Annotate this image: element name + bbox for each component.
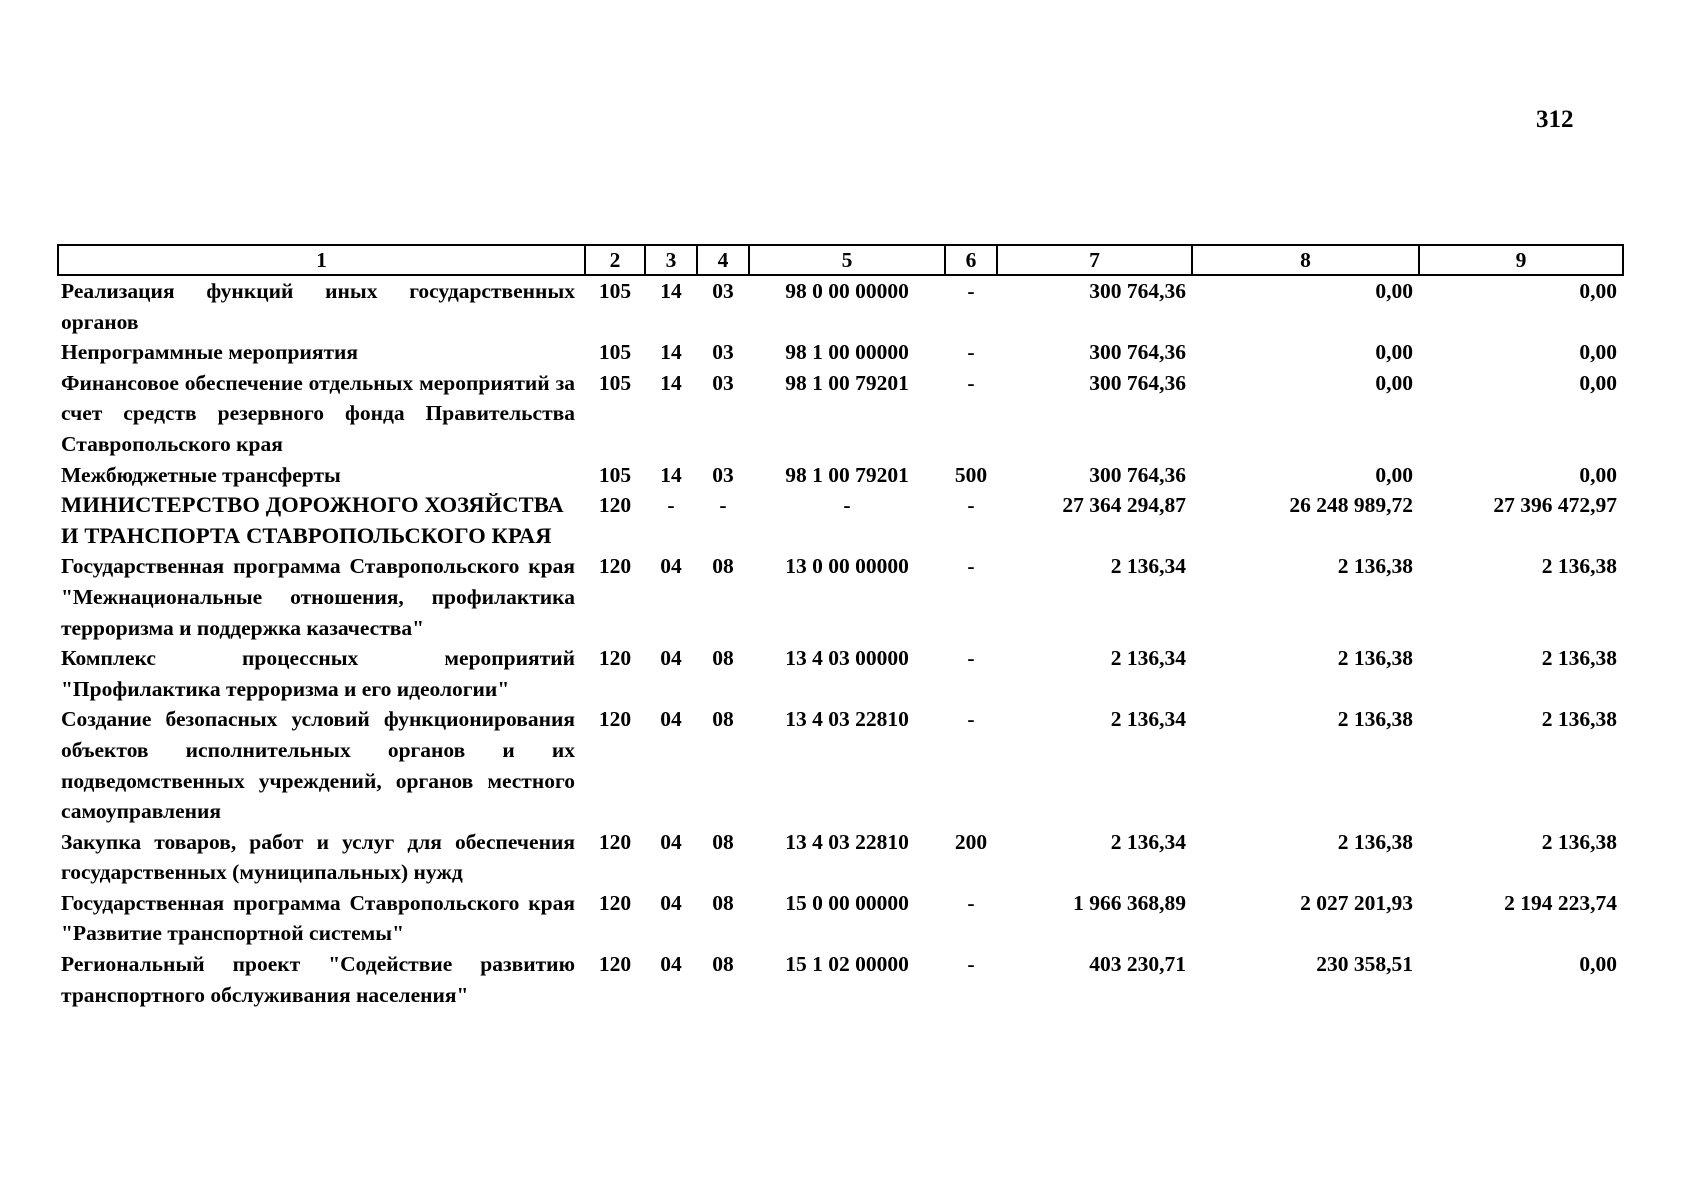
cell-col6: 200 bbox=[954, 829, 988, 854]
cell-col9: 0,00 bbox=[1579, 370, 1617, 395]
cell-col3: 04 bbox=[660, 554, 682, 579]
row-name: Создание безопасных условий функционирования объектов исполнительных органов и их подведомственных учреждений, органов местного самоуправления bbox=[61, 707, 575, 824]
row-name: Межбюджетные трансферты bbox=[61, 462, 341, 487]
cell-col2: 120 bbox=[598, 554, 632, 579]
table-row bbox=[58, 643, 1623, 704]
cell-col6: - bbox=[967, 646, 975, 671]
cell-col3: 04 bbox=[660, 890, 682, 915]
cell-col2: 105 bbox=[598, 462, 632, 487]
cell-col7: 2 136,34 bbox=[1110, 646, 1186, 671]
cell-col7: 2 136,34 bbox=[1110, 829, 1186, 854]
cell-col6: - bbox=[967, 707, 975, 732]
cell-col6: - bbox=[967, 370, 975, 395]
row-name: Государственная программа Ставропольского края "Межнациональные отношения, профилактика терроризма и поддержка казачества" bbox=[61, 554, 575, 640]
cell-col3: 14 bbox=[660, 462, 682, 487]
cell-col5: 15 0 00 00000 bbox=[785, 890, 909, 915]
table-row bbox=[58, 827, 1623, 888]
cell-col6: - bbox=[967, 554, 975, 579]
row-name: Реализация функций иных государственных органов bbox=[61, 279, 575, 334]
cell-col8: 0,00 bbox=[1375, 340, 1413, 365]
cell-col2: 120 bbox=[598, 952, 632, 977]
row-name: Закупка товаров, работ и услуг для обеспечения государственных (муниципальных) нужд bbox=[61, 829, 575, 885]
cell-col2: 120 bbox=[598, 890, 632, 915]
cell-col8: 2 136,38 bbox=[1337, 707, 1413, 732]
cell-col8: 0,00 bbox=[1375, 279, 1413, 303]
row-name: Комплекс процессных мероприятий "Профилактика терроризма и его идеологии" bbox=[61, 646, 575, 701]
cell-col5: - bbox=[843, 493, 851, 518]
cell-col4: 08 bbox=[712, 707, 734, 732]
cell-col2: 105 bbox=[598, 370, 632, 395]
cell-col2: 105 bbox=[598, 340, 632, 365]
header-row bbox=[58, 245, 1623, 275]
column-header: 4 bbox=[697, 245, 749, 275]
cell-col2: 120 bbox=[598, 707, 632, 732]
cell-col6: - bbox=[967, 279, 975, 303]
table-row bbox=[58, 888, 1623, 949]
cell-col5: 98 1 00 00000 bbox=[785, 340, 909, 365]
row-name: Финансовое обеспечение отдельных мероприятий за счет средств резервного фонда Правительства Ставропольского края bbox=[61, 370, 575, 456]
cell-col7: 2 136,34 bbox=[1110, 554, 1186, 579]
cell-col6: - bbox=[967, 493, 975, 518]
table-row bbox=[58, 551, 1623, 643]
column-header: 9 bbox=[1419, 245, 1623, 275]
cell-col6: - bbox=[967, 890, 975, 915]
cell-col3: - bbox=[667, 493, 675, 518]
table-row bbox=[58, 949, 1623, 1010]
cell-col7: 2 136,34 bbox=[1110, 707, 1186, 732]
column-header: 1 bbox=[58, 245, 585, 275]
row-name: МИНИСТЕРСТВО ДОРОЖНОГО ХОЗЯЙСТВА И ТРАНСПОРТА СТАВРОПОЛЬСКОГО КРАЯ bbox=[61, 492, 564, 548]
cell-col9: 2 136,38 bbox=[1541, 829, 1617, 854]
cell-col4: 03 bbox=[712, 279, 734, 303]
table-row bbox=[58, 704, 1623, 826]
cell-col8: 2 027 201,93 bbox=[1300, 890, 1413, 915]
cell-col5: 13 0 00 00000 bbox=[785, 554, 909, 579]
row-name: Региональный проект "Содействие развитию транспортного обслуживания населения" bbox=[61, 952, 575, 1007]
cell-col9: 0,00 bbox=[1579, 340, 1617, 365]
cell-col7: 27 364 294,87 bbox=[1062, 493, 1186, 518]
table-row bbox=[58, 460, 1623, 491]
cell-col4: 08 bbox=[712, 829, 734, 854]
cell-col2: 120 bbox=[598, 493, 632, 518]
cell-col2: 120 bbox=[598, 829, 632, 854]
cell-col5: 13 4 03 22810 bbox=[785, 707, 909, 732]
cell-col4: - bbox=[719, 493, 727, 518]
cell-col8: 2 136,38 bbox=[1337, 646, 1413, 671]
cell-col4: 08 bbox=[712, 554, 734, 579]
cell-col8: 26 248 989,72 bbox=[1289, 493, 1413, 518]
cell-col9: 27 396 472,97 bbox=[1493, 493, 1617, 518]
cell-col5: 13 4 03 22810 bbox=[785, 829, 909, 854]
cell-col2: 105 bbox=[598, 279, 632, 303]
cell-col3: 14 bbox=[660, 340, 682, 365]
cell-col6: - bbox=[967, 340, 975, 365]
cell-col7: 300 764,36 bbox=[1089, 370, 1186, 395]
cell-col9: 0,00 bbox=[1579, 952, 1617, 977]
cell-col5: 15 1 02 00000 bbox=[785, 952, 909, 977]
cell-col3: 04 bbox=[660, 952, 682, 977]
cell-col9: 2 194 223,74 bbox=[1504, 890, 1617, 915]
table-row bbox=[58, 368, 1623, 460]
cell-col3: 04 bbox=[660, 829, 682, 854]
cell-col8: 0,00 bbox=[1375, 462, 1413, 487]
cell-col9: 2 136,38 bbox=[1541, 554, 1617, 579]
cell-col4: 03 bbox=[712, 340, 734, 365]
column-header: 7 bbox=[997, 245, 1192, 275]
table-row bbox=[58, 275, 1623, 337]
cell-col6: 500 bbox=[954, 462, 988, 487]
row-name: Государственная программа Ставропольского края "Развитие транспортной системы" bbox=[61, 890, 575, 946]
table-row bbox=[58, 490, 1623, 551]
column-header: 2 bbox=[585, 245, 645, 275]
cell-col5: 98 1 00 79201 bbox=[785, 462, 909, 487]
column-header: 8 bbox=[1192, 245, 1419, 275]
table-row bbox=[58, 337, 1623, 368]
cell-col4: 03 bbox=[712, 462, 734, 487]
cell-col9: 0,00 bbox=[1579, 462, 1617, 487]
cell-col4: 08 bbox=[712, 890, 734, 915]
cell-col7: 1 966 368,89 bbox=[1073, 890, 1186, 915]
cell-col5: 13 4 03 00000 bbox=[785, 646, 909, 671]
column-header: 6 bbox=[945, 245, 997, 275]
cell-col4: 08 bbox=[712, 952, 734, 977]
cell-col4: 03 bbox=[712, 370, 734, 395]
cell-col7: 300 764,36 bbox=[1089, 279, 1186, 303]
cell-col4: 08 bbox=[712, 646, 734, 671]
cell-col3: 14 bbox=[660, 279, 682, 303]
cell-col5: 98 0 00 00000 bbox=[785, 279, 909, 303]
cell-col6: - bbox=[967, 952, 975, 977]
cell-col8: 2 136,38 bbox=[1337, 829, 1413, 854]
cell-col8: 2 136,38 bbox=[1337, 554, 1413, 579]
budget-table bbox=[57, 244, 1624, 1010]
cell-col9: 2 136,38 bbox=[1541, 707, 1617, 732]
cell-col3: 14 bbox=[660, 370, 682, 395]
cell-col7: 403 230,71 bbox=[1089, 952, 1186, 977]
column-header: 3 bbox=[645, 245, 697, 275]
cell-col9: 2 136,38 bbox=[1541, 646, 1617, 671]
cell-col7: 300 764,36 bbox=[1089, 340, 1186, 365]
cell-col7: 300 764,36 bbox=[1089, 462, 1186, 487]
page-number: 312 bbox=[1536, 106, 1574, 133]
cell-col3: 04 bbox=[660, 646, 682, 671]
cell-col3: 04 bbox=[660, 707, 682, 732]
cell-col9: 0,00 bbox=[1579, 279, 1617, 303]
column-header: 5 bbox=[749, 245, 945, 275]
cell-col8: 0,00 bbox=[1375, 370, 1413, 395]
cell-col8: 230 358,51 bbox=[1316, 952, 1413, 977]
cell-col5: 98 1 00 79201 bbox=[785, 370, 909, 395]
row-name: Непрограммные мероприятия bbox=[61, 340, 359, 365]
cell-col2: 120 bbox=[598, 646, 632, 671]
